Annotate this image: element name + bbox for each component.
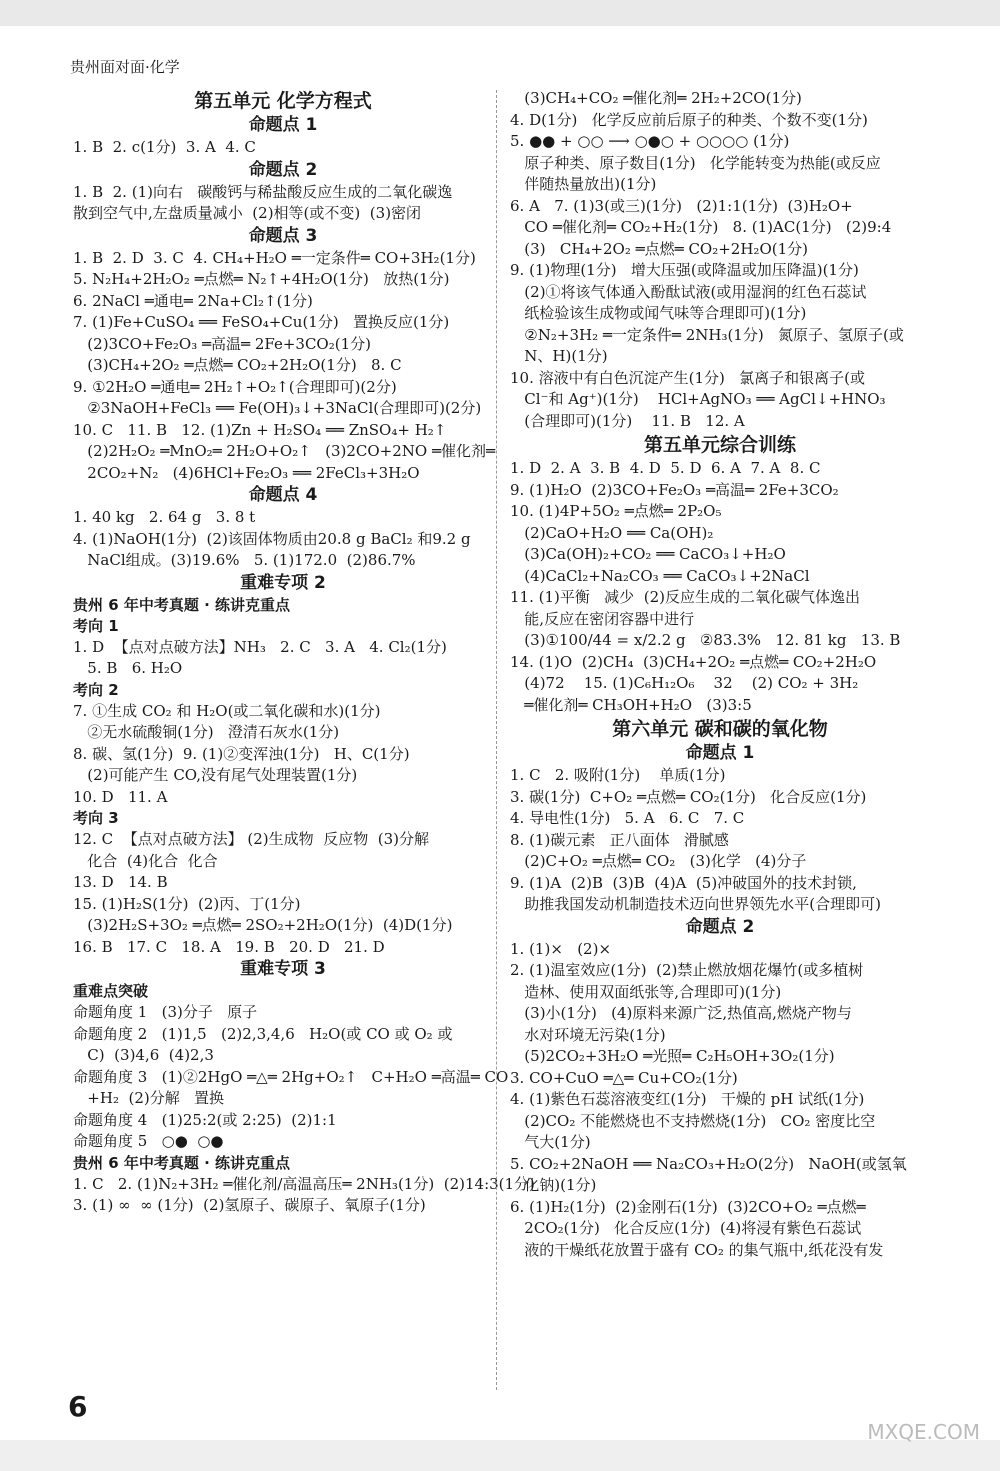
answer-line: 5. N₂H₄+2H₂O₂ ═点燃═ N₂↑+4H₂O(1分) 放热(1分) [73, 270, 450, 288]
answer-line: 10. (1)4P+5O₂ ═点燃═ 2P₂O₅ [510, 502, 722, 520]
answer-line: (3) CH₄+2O₂ ═点燃═ CO₂+2H₂O(1分) [510, 239, 808, 258]
answer-line: 6. A 7. (1)3(或三)(1分) (2)1:1(1分) (3)H₂O+ [510, 196, 853, 215]
section-heading: 命题点 2 [248, 159, 318, 180]
answer-line: (2)C+O₂ ═点燃═ CO₂ (3)化学 (4)分子 [510, 852, 807, 870]
section-heading: 考向 3 [73, 809, 119, 827]
answer-line: (3)①100/44 = x/2.2 g ②83.3% 12. 81 kg 13. B [510, 631, 901, 649]
answer-line: (2)①将该气体通入酚酞试液(或用湿润的红色石蕊试 [510, 282, 867, 301]
answer-line: (5)2CO₂+3H₂O ═光照═ C₂H₅OH+3O₂(1分) [510, 1047, 835, 1065]
answer-line: 7. ①生成 CO₂ 和 H₂O(或二氧化碳和水)(1分) [73, 701, 381, 720]
answer-line: 1. D 2. A 3. B 4. D 5. D 6. A 7. A 8. C [510, 459, 821, 477]
section-heading: 命题点 2 [685, 916, 755, 937]
answer-line: 7. (1)Fe+CuSO₄ ══ FeSO₄+Cu(1分) 置换反应(1分) [73, 313, 450, 331]
answer-line: 8. (1)碳元素 正八面体 滑腻感 [510, 830, 729, 849]
answer-line: 1. B 2. D 3. C 4. CH₄+H₂O ═一定条件═ CO+3H₂(1分) [73, 248, 476, 267]
answer-line: 1. C 2. (1)N₂+3H₂ ═催化剂/高温高压═ 2NH₃(1分) (2)14:3(1分) [73, 1174, 535, 1193]
answer-line: 3. 碳(1分) C+O₂ ═点燃═ CO₂(1分) 化合反应(1分) [510, 787, 867, 806]
answer-line: 伴随热量放出)(1分) [510, 175, 657, 193]
answer-line: ═催化剂═ CH₃OH+H₂O (3)3:5 [510, 695, 752, 714]
right-column [510, 88, 930, 1261]
answer-line: (2)2H₂O₂ ═MnO₂═ 2H₂O+O₂↑ (3)2CO+2NO ═催化剂═ [73, 442, 496, 460]
answer-line: (2)3CO+Fe₂O₃ ═高温═ 2Fe+3CO₂(1分) [73, 334, 371, 353]
answer-line: 11. (1)平衡 减少 (2)反应生成的二氧化碳气体逸出 [510, 588, 860, 606]
answer-line: (4)CaCl₂+Na₂CO₃ ══ CaCO₃↓+2NaCl [510, 566, 810, 585]
answer-line: (3)CH₄+CO₂ ═催化剂═ 2H₂+2CO(1分) [510, 89, 802, 107]
section-heading: 贵州 6 年中考真题 · 练讲克重点 [73, 1153, 291, 1172]
section-heading: 贵州 6 年中考真题 · 练讲克重点 [73, 595, 291, 614]
answer-line: C) (3)4,6 (4)2,3 [73, 1046, 214, 1064]
answer-line: (3)2H₂S+3O₂ ═点燃═ 2SO₂+2H₂O(1分) (4)D(1分) [73, 916, 453, 934]
answer-line: (4)72 15. (1)C₆H₁₂O₆ 32 (2) CO₂ + 3H₂ [510, 674, 859, 692]
answer-line: 2CO₂+N₂ (4)6HCl+Fe₂O₃ ══ 2FeCl₃+3H₂O [73, 463, 420, 482]
answer-line: (3)Ca(OH)₂+CO₂ ══ CaCO₃↓+H₂O [510, 545, 786, 563]
answer-line: 4. (1)紫色石蕊溶液变红(1分) 干燥的 pH 试纸(1分) [510, 1090, 865, 1108]
answer-line: 化合 (4)化合 化合 [73, 851, 218, 870]
answer-line: 6. (1)H₂(1分) (2)金刚石(1分) (3)2CO+O₂ ═点燃═ [510, 1197, 866, 1216]
answer-line: 13. D 14. B [73, 873, 168, 891]
answer-line: 1. (1)× (2)× [510, 939, 612, 958]
answer-line: 1. C 2. 吸附(1分) 单质(1分) [510, 766, 726, 784]
answer-line: 气大(1分) [510, 1133, 591, 1151]
answer-line: 12. C 【点对点破方法】 (2)生成物 反应物 (3)分解 [73, 830, 429, 848]
section-heading: 重难专项 3 [240, 959, 326, 979]
answer-line: 10. 溶液中有白色沉淀产生(1分) 氯离子和银离子(或 [510, 368, 866, 387]
answer-line: 8. 碳、氢(1分) 9. (1)②变浑浊(1分) H、C(1分) [73, 744, 410, 763]
section-heading: 命题点 3 [248, 225, 318, 246]
answer-line: 5. CO₂+2NaOH ══ Na₂CO₃+H₂O(2分) NaOH(或氢氧 [510, 1154, 907, 1173]
answer-line: 2CO₂(1分) 化合反应(1分) (4)将浸有紫色石蕊试 [510, 1219, 862, 1237]
answer-line: 原子种类、原子数目(1分) 化学能转变为热能(或反应 [510, 153, 881, 172]
answer-line: 命题角度 1 (3)分子 原子 [73, 1003, 258, 1021]
answer-line: 1. B 2. (1)向右 碳酸钙与稀盐酸反应生成的二氧化碳逸 [73, 182, 453, 201]
answer-line: 5. B 6. H₂O [73, 659, 183, 677]
answer-line: 9. (1)物理(1分) 增大压强(或降温或加压降温)(1分) [510, 261, 859, 279]
answer-line: 能,反应在密闭容器中进行 [510, 609, 695, 628]
answer-line: 1. B 2. c(1分) 3. A 4. C [73, 138, 256, 156]
answer-line: 1. 40 kg 2. 64 g 3. 8 t [73, 508, 256, 526]
answer-line: 9. ①2H₂O ═通电═ 2H₂↑+O₂↑(合理即可)(2分) [73, 377, 397, 396]
answer-line: Cl⁻和 Ag⁺)(1分) HCl+AgNO₃ ══ AgCl↓+HNO₃ [510, 390, 886, 408]
answer-line: 散到空气中,左盘质量减小 (2)相等(或不变) (3)密闭 [73, 204, 422, 222]
answer-line: 6. 2NaCl ═通电═ 2Na+Cl₂↑(1分) [73, 291, 313, 310]
answer-line: 4. 导电性(1分) 5. A 6. C 7. C [510, 809, 745, 827]
answer-line: 纸检验该生成物或闻气味等合理即可)(1分) [510, 304, 807, 322]
answer-line: 4. D(1分) 化学反应前后原子的种类、个数不变(1分) [510, 110, 868, 129]
section-heading: 命题点 1 [685, 743, 755, 763]
answer-line: 液的干燥纸花放置于盛有 CO₂ 的集气瓶中,纸花没有发 [510, 1240, 884, 1259]
answer-line: 10. D 11. A [73, 787, 168, 806]
answer-line: (2)CaO+H₂O ══ Ca(OH)₂ [510, 523, 714, 542]
answer-line: (3)CH₄+2O₂ ═点燃═ CO₂+2H₂O(1分) 8. C [73, 356, 402, 374]
section-heading: 命题点 1 [248, 115, 318, 135]
answer-line: +H₂ (2)分解 置换 [73, 1089, 225, 1107]
top-scan-edge [0, 0, 1000, 26]
section-heading: 命题点 4 [248, 485, 318, 505]
answer-line: 10. C 11. B 12. (1)Zn + H₂SO₄ ══ ZnSO₄+ H₂↑ [73, 420, 447, 439]
answer-line: 助推我国发动机制造技术迈向世界领先水平(合理即可) [510, 895, 882, 913]
section-heading: 第五单元 化学方程式 [194, 90, 372, 112]
answer-line: 9. (1)H₂O (2)3CO+Fe₂O₃ ═高温═ 2Fe+3CO₂ [510, 480, 839, 499]
bottom-scan-edge [0, 1440, 1000, 1471]
page-header: 贵州面对面·化学 [70, 58, 180, 76]
answer-line: 命题角度 2 (1)1,5 (2)2,3,4,6 H₂O(或 CO 或 O₂ 或 [73, 1024, 453, 1043]
answer-line: ②N₂+3H₂ ═一定条件═ 2NH₃(1分) 氮原子、氢原子(或 [510, 325, 904, 344]
answer-line: 命题角度 4 (1)25:2(或 2:25) (2)1:1 [73, 1110, 337, 1129]
answer-line: 14. (1)O (2)CH₄ (3)CH₄+2O₂ ═点燃═ CO₂+2H₂O [510, 652, 877, 671]
section-heading: 第五单元综合训练 [643, 434, 796, 456]
answer-line: 5. ●● + ○○ ⟶ ○●○ + ○○○○ (1分) [510, 132, 790, 150]
answer-line: ②3NaOH+FeCl₃ ══ Fe(OH)₃↓+3NaCl(合理即可)(2分) [73, 399, 482, 417]
answer-line: 造林、使用双面纸张等,合理即可)(1分) [510, 982, 782, 1001]
column-divider [496, 90, 497, 1390]
answer-line: (2)可能产生 CO,没有尾气处理装置(1分) [73, 766, 358, 784]
section-heading: 重难专项 2 [240, 572, 326, 593]
answer-line: 1. D 【点对点破方法】NH₃ 2. C 3. A 4. Cl₂(1分) [73, 637, 447, 656]
answer-line: 16. B 17. C 18. A 19. B 20. D 21. D [73, 937, 385, 956]
answer-line: 4. (1)NaOH(1分) (2)该固体物质由20.8 g BaCl₂ 和9.2 g [73, 529, 471, 548]
section-heading: 考向 1 [73, 616, 119, 635]
answer-line: 命题角度 5 ○● ○● [73, 1132, 224, 1150]
answer-line: ②无水硫酸铜(1分) 澄清石灰水(1分) [73, 723, 340, 741]
section-heading: 第六单元 碳和碳的氧化物 [612, 718, 828, 740]
answer-line: 水对环境无污染(1分) [510, 1025, 666, 1044]
answer-line: 3. (1) ∞ ∞ (1分) (2)氢原子、碳原子、氧原子(1分) [73, 1196, 426, 1214]
section-heading: 考向 2 [73, 680, 119, 699]
section-heading: 重难点突破 [73, 982, 149, 1000]
answer-line: 3. CO+CuO ═△═ Cu+CO₂(1分) [510, 1068, 738, 1087]
answer-line: (2)CO₂ 不能燃烧也不支持燃烧(1分) CO₂ 密度比空 [510, 1111, 876, 1130]
answer-line: N、H)(1分) [510, 347, 608, 365]
answer-line: 命题角度 3 (1)②2HgO ═△═ 2Hg+O₂↑ C+H₂O ═高温═ CO [73, 1067, 509, 1086]
page-number: 6 [68, 1390, 88, 1423]
answer-line: 化钠)(1分) [510, 1176, 597, 1194]
answer-line: 2. (1)温室效应(1分) (2)禁止燃放烟花爆竹(或多植树 [510, 961, 864, 979]
answer-line: (3)小(1分) (4)原料来源广泛,热值高,燃烧产物与 [510, 1004, 852, 1022]
answer-line: NaCl组成。(3)19.6% 5. (1)172.0 (2)86.7% [73, 551, 416, 569]
left-column [73, 88, 535, 1217]
watermark: MXQE.COM [867, 1420, 980, 1444]
answer-line: 9. (1)A (2)B (3)B (4)A (5)冲破国外的技术封锁, [510, 873, 857, 892]
answer-line: (合理即可)(1分) 11. B 12. A [510, 411, 745, 430]
answer-line: 15. (1)H₂S(1分) (2)丙、丁(1分) [73, 894, 301, 913]
answer-line: CO ═催化剂═ CO₂+H₂(1分) 8. (1)AC(1分) (2)9:4 [510, 218, 892, 236]
